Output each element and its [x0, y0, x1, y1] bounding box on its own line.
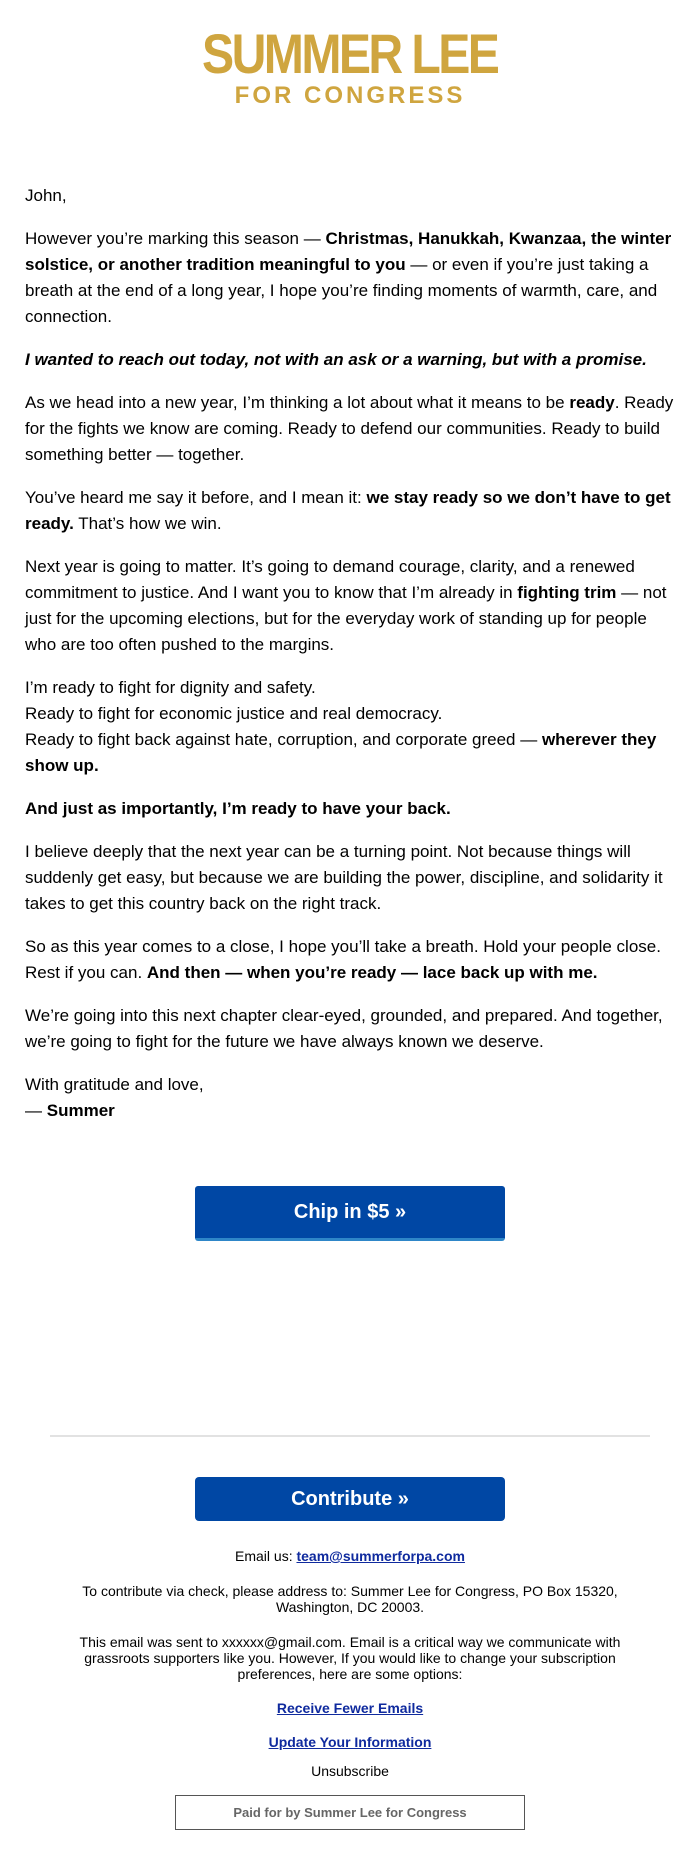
- contribute-button[interactable]: Contribute »: [195, 1477, 505, 1521]
- paragraph-have-your-back: [25, 796, 675, 822]
- cta-section: [0, 1186, 700, 1241]
- text: However you’re marking this season —: [25, 229, 326, 248]
- text: Ready to fight for economic justice and real democracy.: [25, 704, 443, 723]
- paragraph-season: [25, 226, 675, 330]
- logo-name: SUMMER LEE: [202, 22, 498, 85]
- text: That’s how we win.: [73, 514, 222, 533]
- text: —: [25, 1101, 47, 1120]
- greeting: John,: [25, 186, 67, 205]
- bold-text: wherever they show up.: [25, 730, 657, 775]
- text: — not just for the upcoming elections, but for the everyday work of standing up for people who are too often pushed to the margins.: [25, 583, 667, 654]
- text: I’m ready to fight for dignity and safety.: [25, 678, 316, 697]
- text: . Ready for the fights we know are coming. Ready to defend our communities. Ready to build something better — together.: [25, 393, 674, 464]
- paid-for-disclaimer: Paid for by Summer Lee for Congress: [175, 1795, 525, 1830]
- signature: [25, 1072, 675, 1124]
- email-link[interactable]: team@summerforpa.com: [296, 1548, 465, 1564]
- email-body: [0, 183, 700, 1124]
- text: Ready to fight back against hate, corruption, and corporate greed —: [25, 730, 542, 749]
- bold-text: fighting trim: [517, 583, 617, 602]
- logo-subtitle: FOR CONGRESS: [234, 82, 466, 109]
- receive-fewer-emails-link[interactable]: Receive Fewer Emails: [276, 1700, 424, 1716]
- paragraph-promise: [25, 347, 675, 373]
- paragraph-turning-point: I believe deeply that the next year can be a turning point. Not because things will suddenly get easy, but because we are building the power, discipline, and solidarity it takes to get this country back on the right track.: [25, 842, 663, 913]
- check-address: To contribute via check, please address to: Summer Lee for Congress, PO Box 15320, Washington, DC 20003.: [82, 1583, 618, 1615]
- bold-text: And then — when you’re ready — lace back up with me.: [146, 963, 598, 982]
- text: As we head into a new year, I’m thinking a lot about what it means to be: [25, 393, 570, 412]
- chip-in-button[interactable]: Chip in $5 »: [195, 1186, 505, 1241]
- bold-text: ready: [569, 393, 615, 412]
- bold-text: And just as importantly, I’m ready to have your back.: [25, 799, 451, 818]
- signoff: With gratitude and love,: [25, 1075, 204, 1094]
- bold-italic-text: I wanted to reach out today, not with an ask or a warning, but with a promise.: [25, 350, 647, 369]
- paragraph-next-year: [25, 554, 675, 658]
- text: Next year is going to matter. It’s going to demand courage, clarity, and a renewed commitment to justice. And I want you to know that I’m already in: [25, 557, 635, 602]
- paragraph-close: [25, 934, 675, 986]
- paragraph-fight: [25, 675, 675, 779]
- subscription-notice: This email was sent to xxxxxx@gmail.com. Email is a critical way we communicate with grassroots supporters like you. However, If you would like to change your subscription preferences, here are some options:: [79, 1634, 621, 1682]
- paragraph-ready: [25, 390, 675, 468]
- bold-text: we stay ready so we don’t have to get ready.: [25, 488, 671, 533]
- text: You’ve heard me say it before, and I mean it:: [25, 488, 367, 507]
- update-information-link[interactable]: Update Your Information: [268, 1734, 432, 1750]
- paragraph-chapter: We’re going into this next chapter clear-eyed, grounded, and prepared. And together, we’re going to fight for the future we have always known we deserve.: [25, 1006, 663, 1051]
- unsubscribe-link[interactable]: Unsubscribe: [311, 1763, 389, 1779]
- paragraph-stay-ready: [25, 485, 675, 537]
- footer: [0, 1437, 700, 1830]
- text: So as this year comes to a close, I hope you’ll take a breath. Hold your people close. Rest if you can.: [25, 937, 661, 982]
- bold-text: Christmas, Hanukkah, Kwanzaa, the winter solstice, or another tradition meaningful to you: [25, 229, 672, 274]
- campaign-logo: [0, 0, 700, 109]
- text: — or even if you’re just taking a breath at the end of a long year, I hope you’re finding moments of warmth, care, and connection.: [25, 255, 658, 326]
- signature-name: Summer: [46, 1101, 115, 1120]
- text: Email us:: [235, 1548, 297, 1564]
- email-us-line: [0, 1548, 700, 1564]
